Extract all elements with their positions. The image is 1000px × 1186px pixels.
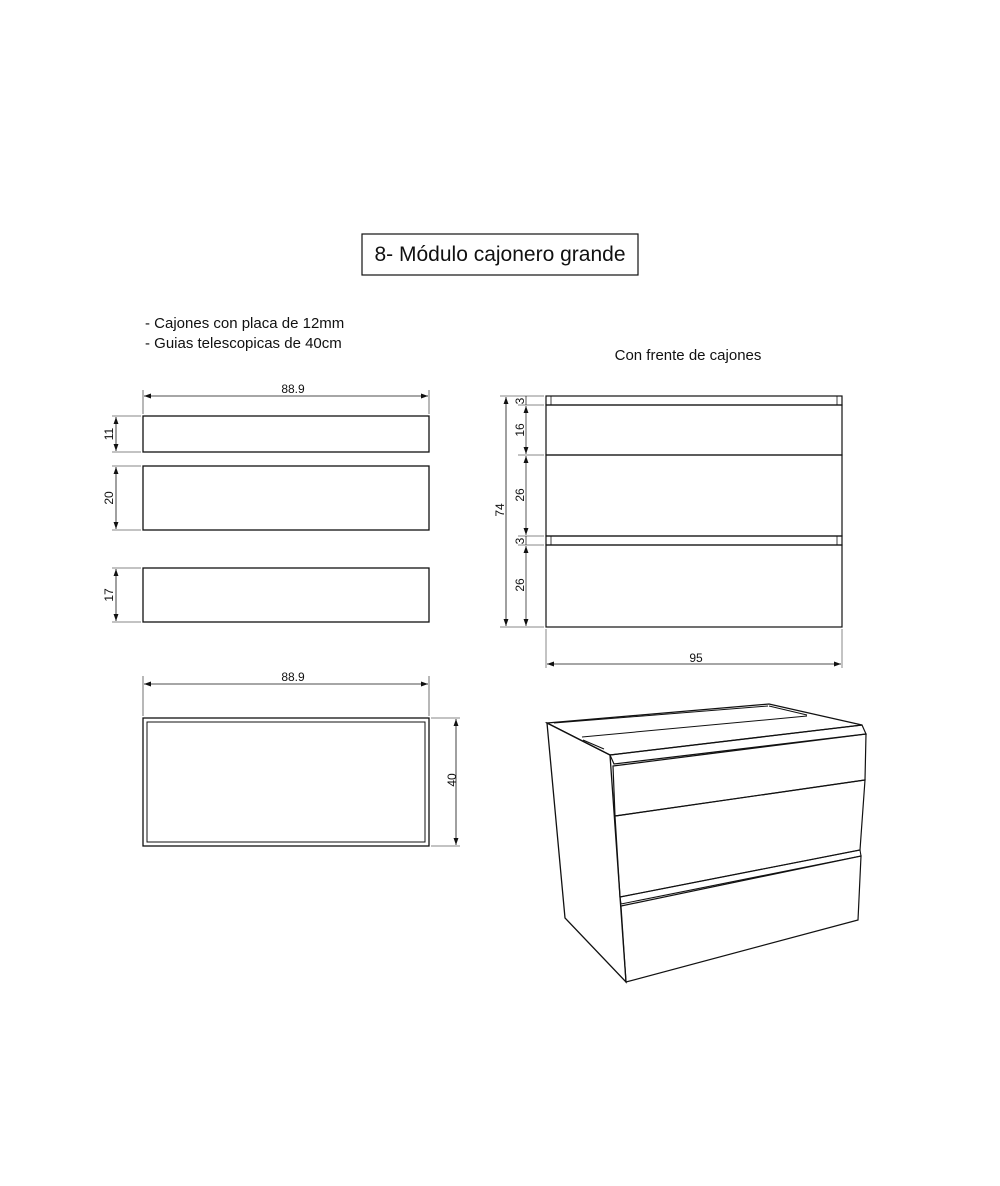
plan-outer-outline xyxy=(143,718,429,846)
iso-drawer-front-bottom xyxy=(621,856,861,982)
front-segment-4-label: 3 xyxy=(513,537,527,545)
iso-side-panel xyxy=(547,723,626,982)
front-top-rail xyxy=(546,396,842,405)
front-total-height-label: 74 xyxy=(493,503,507,517)
front-view xyxy=(493,347,842,668)
drawer-boxes-view xyxy=(102,382,429,622)
iso-drawer-front-middle xyxy=(615,780,865,897)
note-drawer-board: - Cajones con placa de 12mm xyxy=(145,315,345,332)
front-segment-5-label: 26 xyxy=(513,578,527,592)
drawer-box-top xyxy=(143,416,429,452)
drawer-box-bottom xyxy=(143,568,429,622)
iso-drawer-front-top xyxy=(613,734,866,816)
isometric-view xyxy=(547,704,866,982)
front-drawer-top xyxy=(546,405,842,455)
plan-depth-label: 40 xyxy=(445,773,459,787)
front-middle-rail xyxy=(546,536,842,545)
drawer-top-height-label: 11 xyxy=(102,427,116,441)
drawer-width-label: 88.9 xyxy=(281,382,305,396)
drawer-middle-height-label: 20 xyxy=(102,491,116,505)
drawer-box-middle xyxy=(143,466,429,530)
front-drawer-bottom xyxy=(546,545,842,627)
plan-inner-outline xyxy=(147,722,425,842)
front-segment-1-label: 3 xyxy=(513,397,527,405)
front-segment-2-label: 16 xyxy=(513,423,527,437)
front-segment-3-label: 26 xyxy=(513,488,527,502)
title-block xyxy=(362,234,638,275)
drawer-bottom-height-label: 17 xyxy=(102,588,116,602)
front-drawer-middle xyxy=(546,455,842,536)
front-view-caption: Con frente de cajones xyxy=(614,347,762,364)
iso-middle-rail xyxy=(620,850,861,904)
plan-view xyxy=(143,670,460,846)
iso-top-panel xyxy=(547,704,862,755)
front-width-label: 95 xyxy=(689,651,703,665)
drawing-title: 8- Módulo cajonero grande xyxy=(374,243,626,266)
notes xyxy=(145,315,344,352)
note-telescopic-slides: - Guias telescopicas de 40cm xyxy=(145,335,342,352)
plan-width-label: 88.9 xyxy=(281,670,305,684)
